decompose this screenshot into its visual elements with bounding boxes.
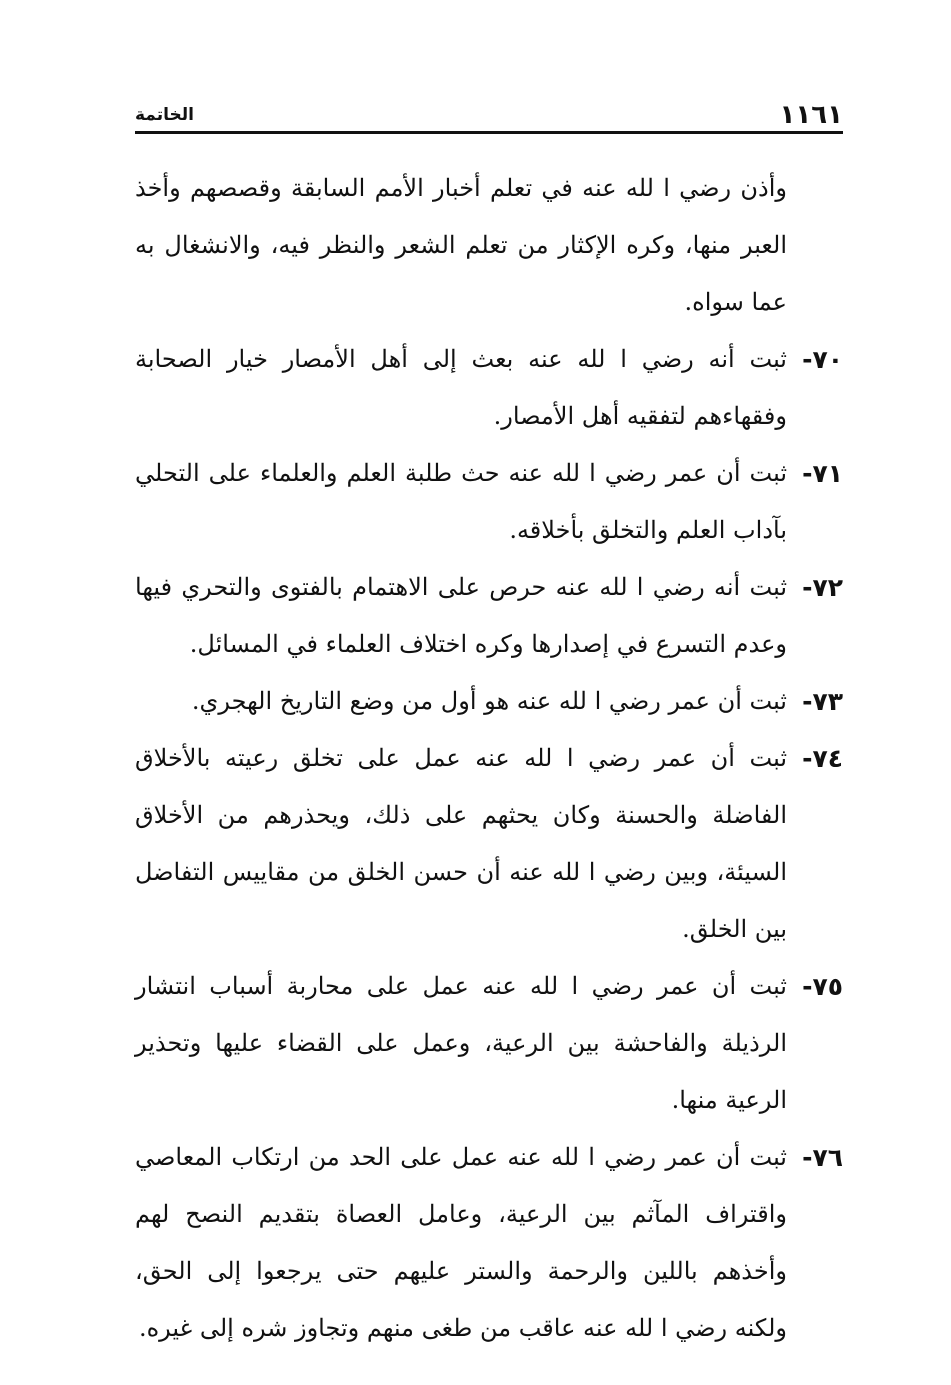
list-item — [135, 673, 843, 730]
page-number: ١١٦١ — [779, 100, 843, 130]
list-item — [135, 559, 843, 673]
header-divider — [135, 131, 843, 134]
intro-paragraph: وأذن رضي ا لله عنه في تعلم أخبار الأمم السابقة وقصصهم وأخذ العبر منها، وكره الإكثار من تعلم الشعر والنظر فيه، والانشغال به عما سواه. — [135, 174, 787, 316]
page-body — [135, 160, 843, 1357]
item-text: ثبت أنه رضي ا لله عنه حرص على الاهتمام بالفتوى والتحري فيها وعدم التسرع في إصدارها وكره اختلاف العلماء في المسائل. — [135, 573, 787, 658]
item-text: ثبت أن عمر رضي ا لله عنه عمل على الحد من ارتكاب المعاصي واقتراف المآثم بين الرعية، وعامل العصاة بتقديم النصح لهم وأخذهم باللين والرحمة والستر عليهم حتى يرجعوا إلى الحق، ولكنه رضي ا لله عنه عاقب من طغى منهم وتجاوز شره إلى غيره. — [135, 1143, 787, 1342]
item-number: ٧٠- — [802, 345, 843, 374]
item-number: ٧٢- — [802, 573, 843, 602]
item-number: ٧١- — [802, 459, 843, 488]
list-item — [135, 958, 843, 1129]
chapter-title: الخاتمة — [135, 105, 194, 125]
page-header — [135, 100, 843, 130]
list-item — [135, 1129, 843, 1357]
list-item — [135, 331, 843, 445]
item-number: ٧٥- — [802, 972, 843, 1001]
list-item — [135, 730, 843, 958]
item-text: ثبت أن عمر رضي ا لله عنه هو أول من وضع التاريخ الهجري. — [191, 687, 787, 715]
item-text: ثبت أن عمر رضي ا لله عنه عمل على محاربة أسباب انتشار الرذيلة والفاحشة بين الرعية، وعمل على القضاء عليها وتحذير الرعية منها. — [135, 972, 787, 1114]
item-number: ٧٦- — [802, 1143, 843, 1172]
item-text: ثبت أن عمر رضي ا لله عنه عمل على تخلق رعيته بالأخلاق الفاضلة والحسنة وكان يحثهم على ذلك، ويحذرهم من الأخلاق السيئة، وبين رضي ا لله عنه أن حسن الخلق من مقاييس التفاضل بين الخلق. — [135, 744, 787, 943]
item-number: ٧٣- — [802, 687, 843, 716]
list-item — [135, 445, 843, 559]
item-text: ثبت أنه رضي ا لله عنه بعث إلى أهل الأمصار خيار الصحابة وفقهاءهم لتفقيه أهل الأمصار. — [135, 345, 787, 430]
item-text: ثبت أن عمر رضي ا لله عنه حث طلبة العلم والعلماء على التحلي بآداب العلم والتخلق بأخلاقه. — [135, 459, 787, 544]
item-number: ٧٤- — [802, 744, 843, 773]
